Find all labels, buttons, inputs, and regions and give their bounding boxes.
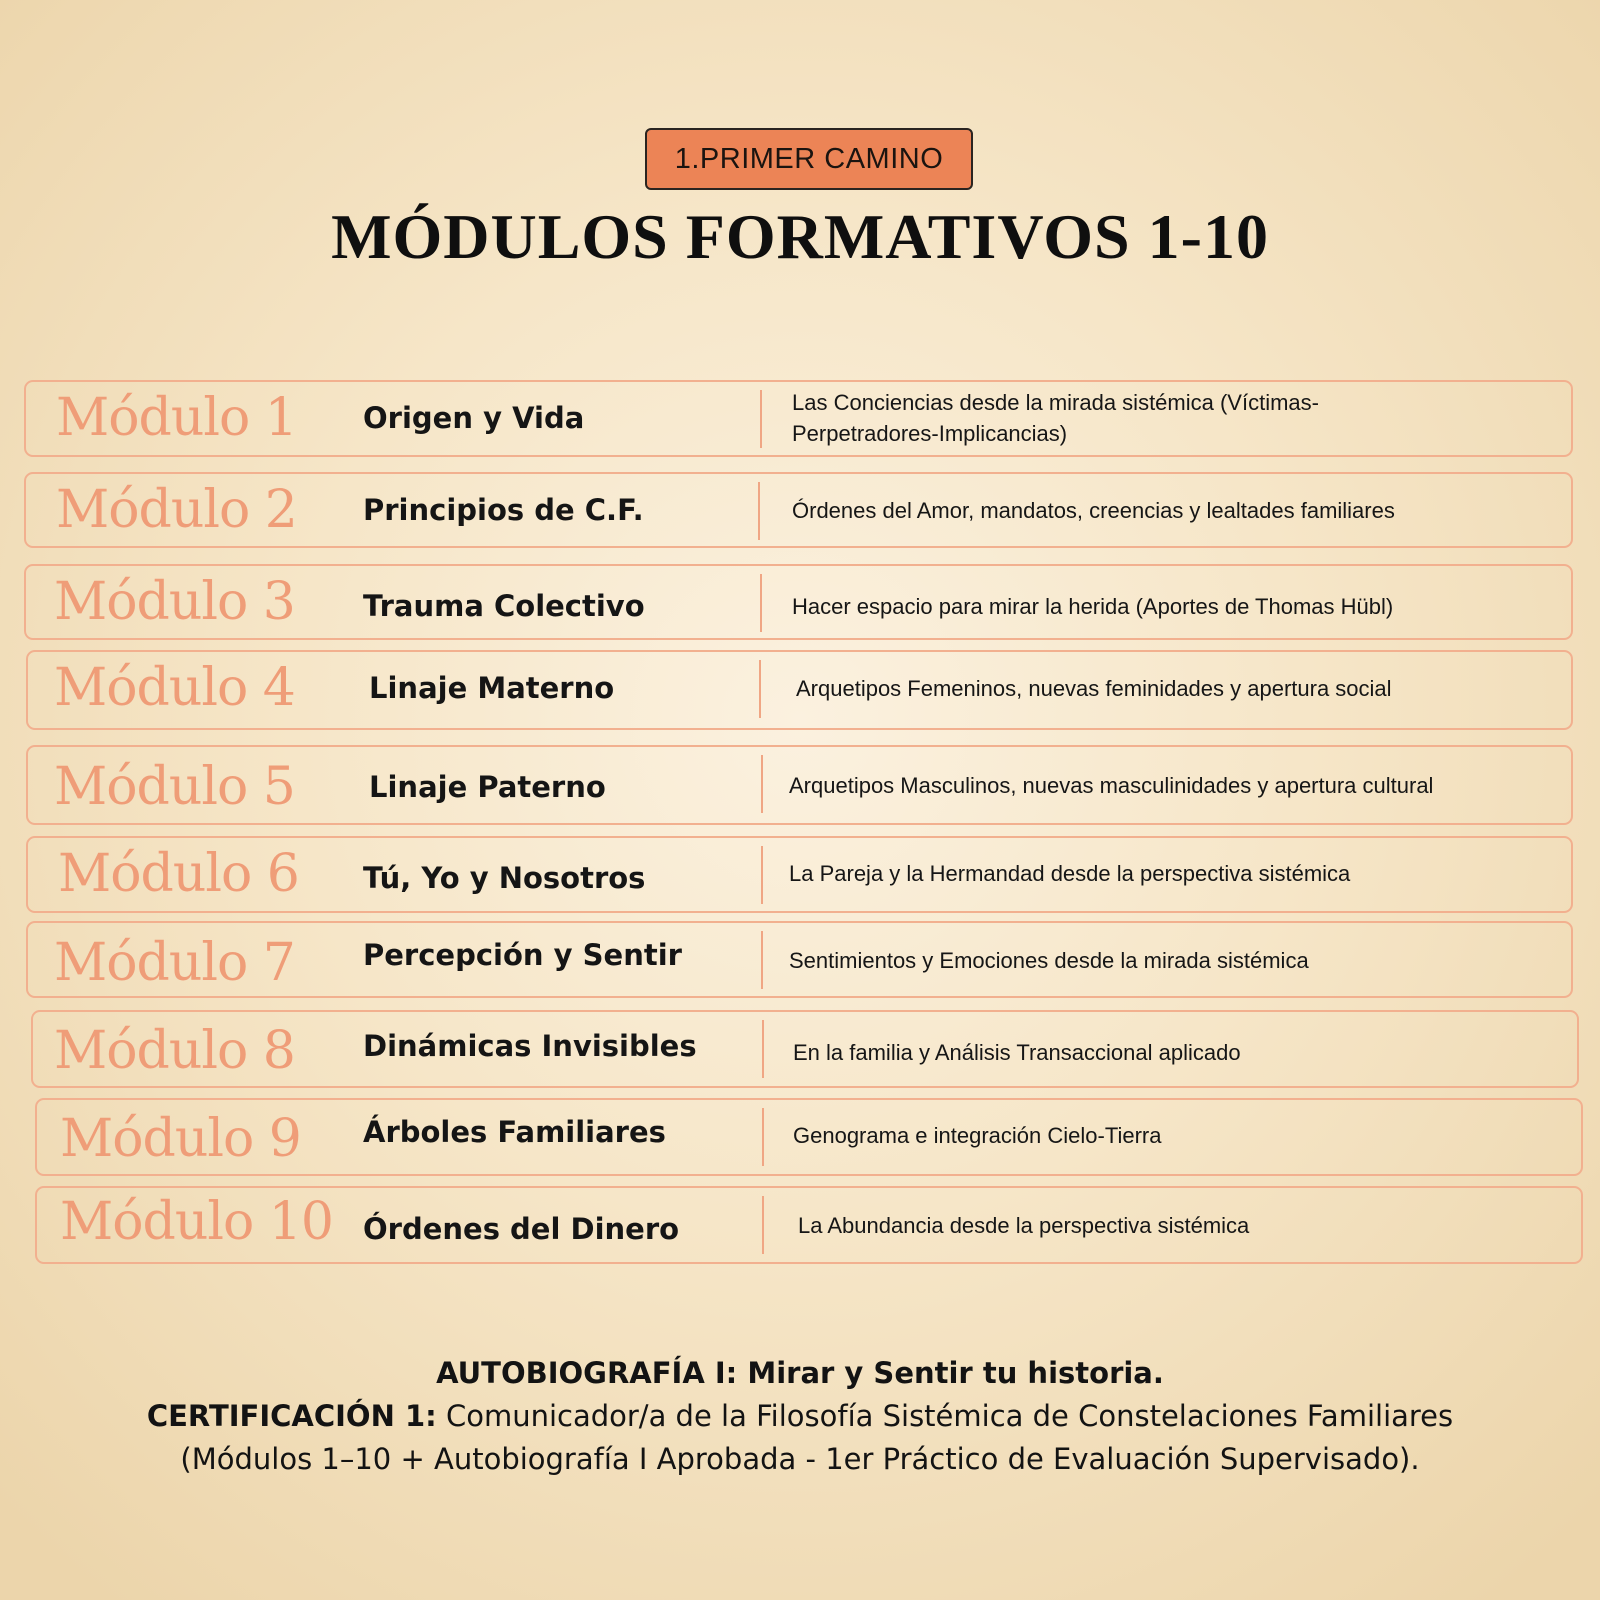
module-title: Árboles Familiares [363, 1115, 666, 1149]
module-row-6 [26, 836, 1573, 913]
module-number: Módulo 2 [56, 480, 297, 540]
module-number: Módulo 8 [54, 1021, 295, 1081]
module-row-2 [24, 472, 1573, 548]
module-title: Trauma Colectivo [363, 589, 645, 623]
module-number: Módulo 5 [54, 757, 295, 817]
module-description: Sentimientos y Emociones desde la mirada sistémica [789, 947, 1309, 973]
module-number: Módulo 3 [54, 572, 295, 632]
module-divider [760, 390, 762, 448]
module-title: Origen y Vida [363, 401, 585, 435]
module-row-7 [26, 921, 1573, 998]
module-divider [760, 574, 762, 632]
module-row-1 [24, 380, 1573, 457]
module-divider [762, 1108, 764, 1166]
module-number: Módulo 9 [60, 1109, 301, 1169]
module-title: Linaje Paterno [369, 770, 606, 804]
module-description: Órdenes del Amor, mandatos, creencias y lealtades familiares [792, 497, 1395, 523]
certification-label: CERTIFICACIÓN 1: [146, 1399, 437, 1433]
module-row-4 [26, 650, 1573, 730]
module-description: Arquetipos Femeninos, nuevas feminidades y apertura social [796, 675, 1392, 701]
module-row-10 [35, 1186, 1583, 1264]
module-number: Módulo 4 [54, 658, 295, 718]
module-row-9 [35, 1098, 1583, 1176]
module-divider [762, 1020, 764, 1078]
module-divider [761, 931, 763, 989]
module-description: Arquetipos Masculinos, nuevas masculinidades y apertura cultural [789, 772, 1434, 798]
module-divider [759, 660, 761, 718]
certification-requirements: (Módulos 1–10 + Autobiografía I Aprobada - 1er Práctico de Evaluación Supervisado). [180, 1442, 1420, 1476]
page-title: MÓDULOS FORMATIVOS 1-10 [331, 201, 1269, 272]
module-title: Dinámicas Invisibles [363, 1029, 697, 1063]
module-number: Módulo 7 [54, 933, 295, 993]
module-divider [761, 846, 763, 904]
certification-line [0, 1395, 1600, 1438]
section-badge: 1.PRIMER CAMINO [645, 128, 973, 190]
autobiography-line: AUTOBIOGRAFÍA I: Mirar y Sentir tu historia. [436, 1356, 1164, 1390]
module-description: Hacer espacio para mirar la herida (Aportes de Thomas Hübl) [792, 593, 1394, 619]
module-title: Principios de C.F. [363, 493, 644, 527]
module-divider [761, 755, 763, 813]
module-number: Módulo 10 [60, 1192, 333, 1252]
module-divider [758, 482, 760, 540]
module-row-8 [31, 1010, 1579, 1088]
module-title: Órdenes del Dinero [363, 1212, 680, 1246]
module-number: Módulo 1 [56, 388, 297, 448]
module-description: Genograma e integración Cielo-Tierra [793, 1122, 1162, 1148]
module-description: En la familia y Análisis Transaccional aplicado [793, 1039, 1241, 1065]
module-title: Linaje Materno [369, 671, 615, 705]
module-row-5 [26, 745, 1573, 825]
module-description: La Pareja y la Hermandad desde la perspectiva sistémica [789, 860, 1351, 886]
certification-text: Comunicador/a de la Filosofía Sistémica de Constelaciones Familiares [436, 1399, 1454, 1433]
module-description: La Abundancia desde la perspectiva sistémica [798, 1212, 1250, 1238]
module-divider [762, 1196, 764, 1254]
module-description: Las Conciencias desde la mirada sistémica (Víctimas-Perpetradores-Implicancias) [792, 390, 1319, 446]
module-number: Módulo 6 [58, 844, 299, 904]
module-row-3 [24, 564, 1573, 640]
module-title: Percepción y Sentir [363, 938, 682, 972]
footer-certification [0, 1352, 1600, 1481]
module-title: Tú, Yo y Nosotros [363, 861, 646, 895]
